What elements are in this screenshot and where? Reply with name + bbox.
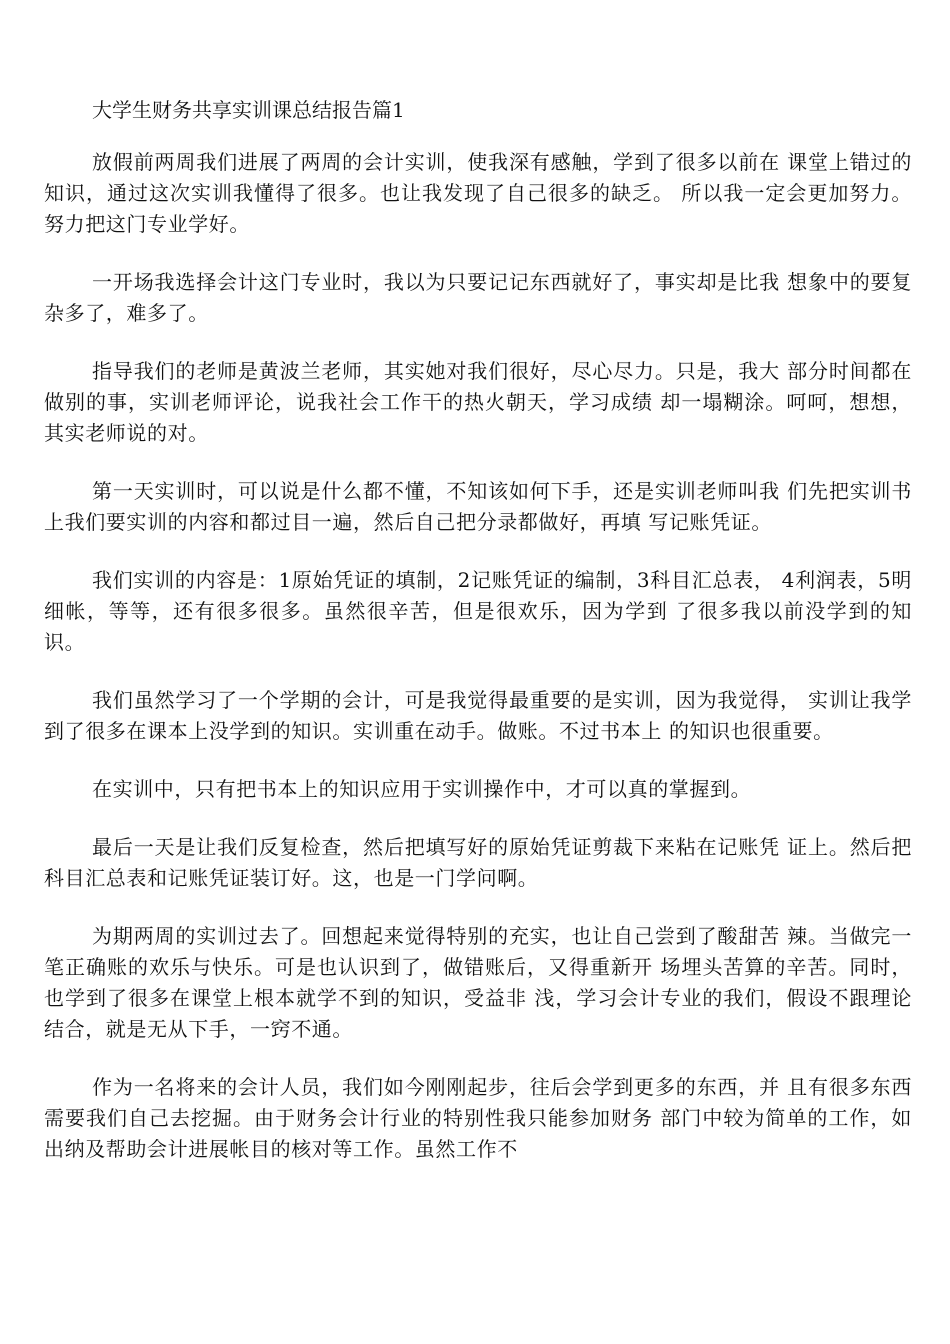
- paragraph-3: 指导我们的老师是黄波兰老师，其实她对我们很好，尽心尽力。只是，我大 部分时间都在做别的事，实训老师评论，说我社会工作干的热火朝天，学习成绩 却一塌糊涂。呵呵，想想，其实老师说的对。: [44, 359, 912, 445]
- paragraph-1: 放假前两周我们进展了两周的会计实训，使我深有感触，学到了很多以前在 课堂上错过的知识，通过这次实训我懂得了很多。也让我发现了自己很多的缺乏。 所以我一定会更加努力。努力把这门专业学好。: [44, 150, 912, 236]
- document-title: 大学生财务共享实训课总结报告篇1: [92, 98, 405, 122]
- paragraph-2: 一开场我选择会计这门专业时，我以为只要记记东西就好了，事实却是比我 想象中的要复杂多了，难多了。: [44, 270, 912, 325]
- paragraph-4: 第一天实训时，可以说是什么都不懂，不知该如何下手，还是实训老师叫我 们先把实训书上我们要实训的内容和都过目一遍，然后自己把分录都做好，再填 写记账凭证。: [44, 479, 912, 534]
- paragraph-6: 我们虽然学习了一个学期的会计，可是我觉得最重要的是实训，因为我觉得， 实训让我学到了很多在课本上没学到的知识。实训重在动手。做账。不过书本上 的知识也很重要。: [44, 688, 912, 743]
- paragraph-10: 作为一名将来的会计人员，我们如今刚刚起步，往后会学到更多的东西，并 且有很多东西需要我们自己去挖掘。由于财务会计行业的特别性我只能参加财务 部门中较为简单的工作，如出纳及帮助会计进展帐目的核对等工作。虽然工作不: [44, 1075, 912, 1161]
- paragraph-7: 在实训中，只有把书本上的知识应用于实训操作中，才可以真的掌握到。: [92, 777, 752, 801]
- paragraph-5: 我们实训的内容是：1原始凭证的填制，2记账凭证的编制，3科目汇总表， 4利润表，5明细帐，等等，还有很多很多。虽然很辛苦，但是很欢乐，因为学到 了很多我以前没学到的知识。: [44, 568, 912, 654]
- paragraph-8: 最后一天是让我们反复检查，然后把填写好的原始凭证剪裁下来粘在记账凭 证上。然后把科目汇总表和记账凭证装订好。这，也是一门学问啊。: [44, 835, 912, 890]
- paragraph-9: 为期两周的实训过去了。回想起来觉得特别的充实，也让自己尝到了酸甜苦 辣。当做完一笔正确账的欢乐与快乐。可是也认识到了，做错账后，又得重新开 场埋头苦算的辛苦。同时，也学到了很多在课堂上根本就学不到的知识，受益非 浅，学习会计专业的我们，假设不跟理论结合，就是无从下手，一窍不通。: [44, 924, 912, 1041]
- document-body: [44, 95, 912, 1192]
